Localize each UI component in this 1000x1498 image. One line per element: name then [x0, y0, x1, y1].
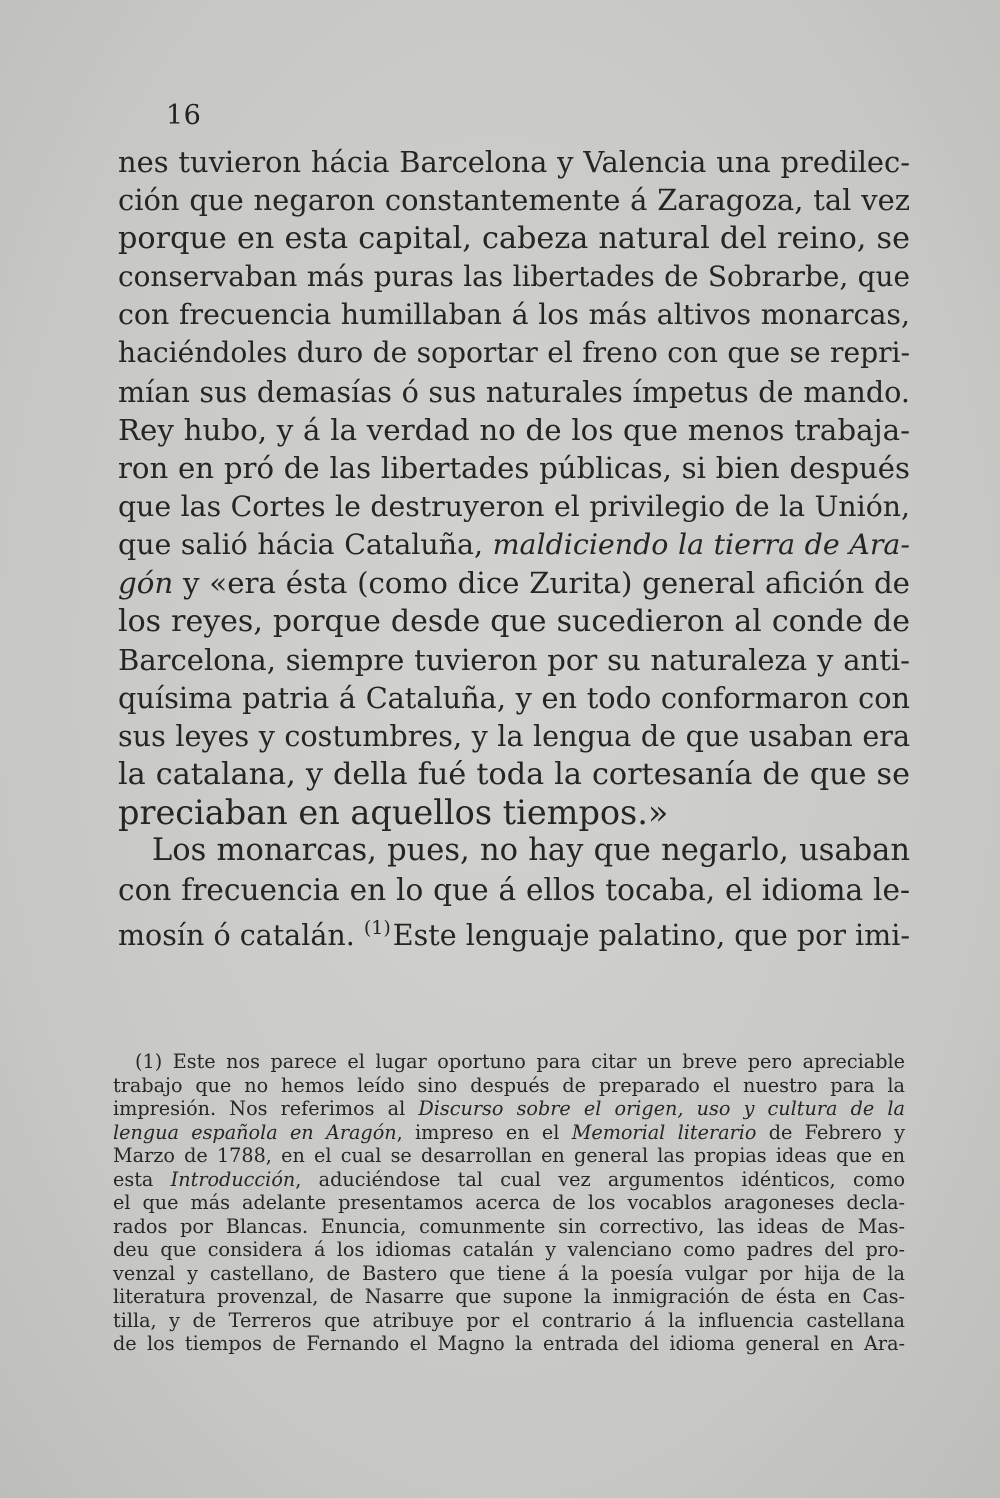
text-line: Rey hubo, y á la verdad no de los que menos trabaja-: [118, 413, 910, 448]
text-segment: que salió hácia Cataluña,: [118, 527, 493, 561]
text-line: ron en pró de las libertades públicas, si bien después: [118, 451, 910, 486]
italic-title: lengua española en Aragón: [113, 1120, 397, 1144]
text-line: [118, 564, 910, 602]
italic-title: Memorial literario: [571, 1120, 757, 1144]
text-line: mían sus demasías ó sus naturales ímpetus de mando.: [118, 374, 910, 409]
text-line: con frecuencia en lo que á ellos tocaba, el idioma le-: [118, 872, 910, 907]
text-line: nes tuvieron hácia Barcelona y Valencia una predilec-: [118, 145, 910, 179]
text-line: quísima patria á Cataluña, y en todo conformaron con: [118, 681, 910, 716]
text-line: Barcelona, siempre tuvieron por su naturaleza y anti-: [118, 642, 910, 677]
footnote-line: [113, 1097, 905, 1121]
text-segment: Este lenguaje palatino, que por imi-: [392, 918, 910, 952]
footnote-line: rados por Blancas. Enuncia, comunmente sin correctivo, las ideas de Mas-: [113, 1214, 905, 1238]
text-line: con frecuencia humillaban á los más altivos monarcas,: [118, 298, 910, 332]
text-segment: , impreso en el: [396, 1120, 572, 1144]
footnote-line: Marzo de 1788, en el cual se desarrollan en general las propias ideas que en: [113, 1144, 905, 1167]
footnote-line: deu que considera á los idiomas catalán y valenciano como padres del pro-: [113, 1238, 905, 1261]
text-line: conservaban más puras las libertades de Sobrarbe, que: [118, 259, 910, 293]
footnote-line: literatura provenzal, de Nasarre que supone la inmigración de ésta en Cas-: [113, 1285, 905, 1308]
page-number: 16: [166, 100, 202, 131]
paragraph-start-line: Los monarcas, pues, no hay que negarlo, usaban: [152, 833, 910, 869]
text-segment: mosín ó catalán.: [118, 918, 364, 952]
text-line: [118, 526, 910, 564]
footnote-line: [113, 1168, 905, 1192]
footnote-line: tilla, y de Terreros que atribuye por el contrario á la influencia castellana: [113, 1308, 905, 1332]
italic-quote: maldiciendo la tierra de Ara-: [492, 527, 910, 561]
footnote-line: el que más adelante presentamos acerca de los vocablos aragoneses decla-: [113, 1191, 905, 1214]
text-line: que las Cortes le destruyeron el privilegio de la Unión,: [118, 489, 910, 523]
footnote-line: (1) Este nos parece el lugar oportuno para citar un breve pero apreciable: [135, 1050, 905, 1073]
text-line: preciaban en aquellos tiempos.»: [118, 793, 669, 833]
text-segment: de Febrero y: [756, 1120, 905, 1144]
footnote: [113, 1050, 905, 1356]
footnote-reference: (1): [363, 916, 391, 939]
text-line: [118, 909, 910, 952]
footnote-line: de los tiempos de Fernando el Magno la entrada del idioma general en Ara-: [113, 1332, 905, 1355]
text-line: ción que negaron constantemente á Zaragoza, tal vez: [118, 183, 910, 218]
italic-title: Introducción: [170, 1167, 296, 1191]
text-line: la catalana, y della fué toda la cortesanía de que se: [118, 756, 910, 792]
text-segment: y «era ésta (como dice Zurita) general afición de: [173, 566, 910, 601]
footnote-line: [113, 1121, 905, 1145]
footnote-line: venzal y castellano, de Bastero que tiene á la poesía vulgar por hija de la: [113, 1261, 905, 1285]
text-segment: , aduciéndose tal cual vez argumentos idénticos, como: [295, 1167, 906, 1191]
italic-quote: gón: [118, 566, 174, 601]
text-segment: impresión. Nos referimos al: [113, 1097, 419, 1120]
footnote-line: trabajo que no hemos leído sino después de preparado el nuestro para la: [113, 1073, 905, 1097]
text-line: sus leyes y costumbres, y la lengua de que usaban era: [118, 719, 910, 754]
main-text: [118, 143, 910, 952]
text-segment: esta: [113, 1167, 171, 1191]
text-line: los reyes, porque desde que sucedieron al conde de: [118, 603, 910, 639]
text-line: haciéndoles duro de soportar el freno con que se repri-: [118, 336, 910, 370]
text-line: porque en esta capital, cabeza natural del reino, se: [118, 220, 910, 256]
italic-title: Discurso sobre el origen, uso y cultura de la: [418, 1097, 905, 1120]
